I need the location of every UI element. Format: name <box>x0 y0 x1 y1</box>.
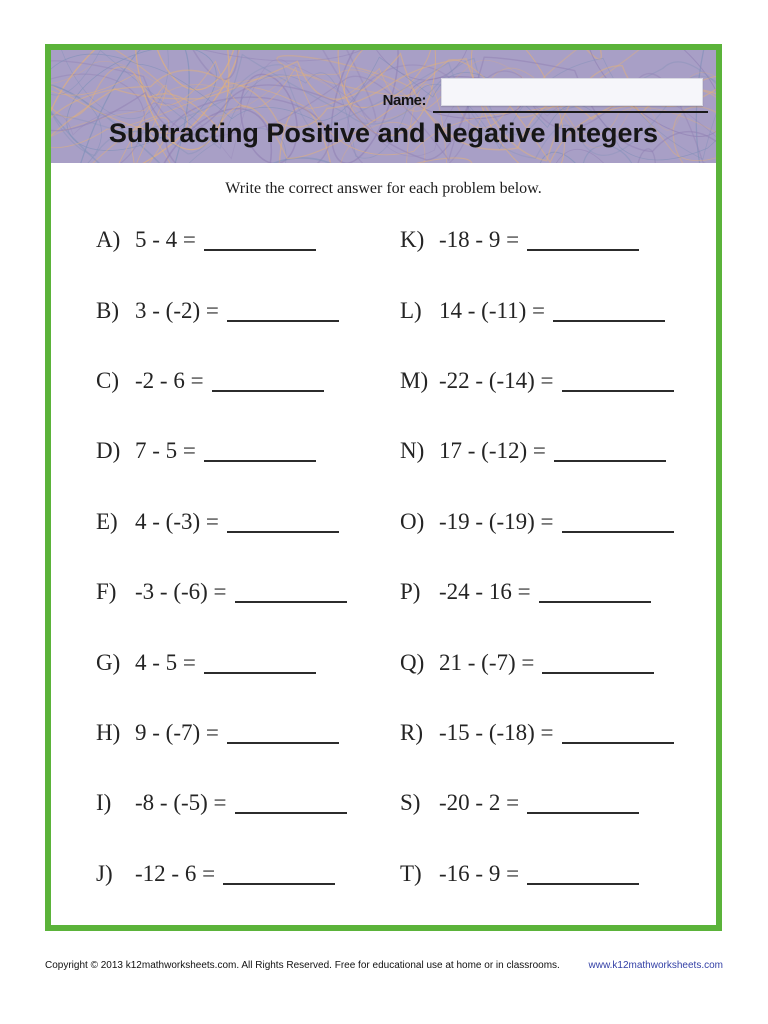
problem-expression: -20 - 2 = <box>439 790 520 816</box>
worksheet-title: Subtracting Positive and Negative Integers <box>108 118 659 148</box>
problem-p <box>400 579 716 605</box>
worksheet-frame <box>45 44 722 931</box>
problem-letter: G) <box>96 649 121 675</box>
problem-i <box>96 790 400 816</box>
answer-blank <box>542 672 654 674</box>
problem-letter: A) <box>96 227 121 253</box>
copyright-text: Copyright © 2013 k12mathworksheets.com. All Rights Reserved. Free for educational use at home or in classrooms. <box>45 960 560 971</box>
problem-letter: E) <box>96 508 118 534</box>
answer-blank <box>227 531 339 533</box>
problem-row <box>96 839 716 909</box>
problem-expression: -19 - (-19) = <box>439 508 554 534</box>
problem-expression: -15 - (-18) = <box>439 719 554 745</box>
answer-blank <box>527 883 639 885</box>
problem-k <box>400 227 716 253</box>
problem-expression: -8 - (-5) = <box>135 790 227 816</box>
problem-letter: J) <box>96 860 113 886</box>
problem-s <box>400 790 716 816</box>
problem-expression: 3 - (-2) = <box>135 297 219 323</box>
problem-h <box>96 720 400 746</box>
answer-blank <box>562 390 674 392</box>
problem-t <box>400 861 716 887</box>
problem-letter: D) <box>96 438 121 464</box>
answer-blank <box>204 460 316 462</box>
problem-c <box>96 368 400 394</box>
answer-blank <box>235 601 347 603</box>
answer-blank <box>562 531 674 533</box>
problem-row <box>96 275 716 345</box>
problem-letter: H) <box>96 719 121 745</box>
problem-letter: S) <box>400 790 421 816</box>
problem-letter: L) <box>400 297 422 323</box>
problem-f <box>96 579 400 605</box>
problem-letter: O) <box>400 508 425 534</box>
answer-blank <box>539 601 651 603</box>
answer-blank <box>223 883 335 885</box>
answer-blank <box>235 812 347 814</box>
name-input[interactable] <box>441 78 703 106</box>
problem-expression: -3 - (-6) = <box>135 579 227 605</box>
problem-b <box>96 298 400 324</box>
problem-letter: F) <box>96 579 117 605</box>
problem-row <box>96 205 716 275</box>
problem-r <box>400 720 716 746</box>
name-row <box>383 78 708 113</box>
header-band <box>51 50 716 163</box>
problem-letter: R) <box>400 719 423 745</box>
answer-blank <box>553 320 665 322</box>
answer-blank <box>227 742 339 744</box>
problem-d <box>96 438 400 464</box>
problem-row <box>96 627 716 697</box>
problem-j <box>96 861 400 887</box>
answer-blank <box>204 249 316 251</box>
answer-blank <box>527 249 639 251</box>
problem-expression: 17 - (-12) = <box>439 438 546 464</box>
answer-blank <box>554 460 666 462</box>
problem-o <box>400 509 716 535</box>
answer-blank <box>212 390 324 392</box>
answer-blank <box>562 742 674 744</box>
problem-row <box>96 698 716 768</box>
problem-expression: -22 - (-14) = <box>439 367 554 393</box>
problem-letter: B) <box>96 297 119 323</box>
problem-letter: Q) <box>400 649 425 675</box>
problem-expression: -18 - 9 = <box>439 227 520 253</box>
problem-expression: 7 - 5 = <box>135 438 196 464</box>
problem-expression: 5 - 4 = <box>135 227 196 253</box>
instruction-text: Write the correct answer for each problem below. <box>225 180 542 197</box>
name-field-underline <box>433 78 708 113</box>
problem-expression: 21 - (-7) = <box>439 649 535 675</box>
problem-row <box>96 557 716 627</box>
problem-m <box>400 368 716 394</box>
answer-blank <box>527 812 639 814</box>
problem-expression: -2 - 6 = <box>135 367 204 393</box>
problem-letter: K) <box>400 227 425 253</box>
problem-expression: 4 - 5 = <box>135 649 196 675</box>
problem-expression: -12 - 6 = <box>135 860 216 886</box>
problem-expression: 14 - (-11) = <box>439 297 546 323</box>
problem-letter: C) <box>96 367 119 393</box>
name-label: Name: <box>382 92 426 109</box>
problem-letter: P) <box>400 579 421 605</box>
website-link[interactable]: www.k12mathworksheets.com <box>588 960 723 971</box>
problem-row <box>96 487 716 557</box>
problem-g <box>96 650 400 676</box>
page-footer <box>45 960 723 971</box>
problem-a <box>96 227 400 253</box>
problem-row <box>96 346 716 416</box>
answer-blank <box>204 672 316 674</box>
problem-e <box>96 509 400 535</box>
problem-q <box>400 650 716 676</box>
problem-row <box>96 416 716 486</box>
problem-letter: I) <box>96 790 112 816</box>
answer-blank <box>227 320 339 322</box>
problem-n <box>400 438 716 464</box>
problem-letter: T) <box>400 860 422 886</box>
problem-expression: 4 - (-3) = <box>135 508 219 534</box>
problem-row <box>96 768 716 838</box>
problem-letter: N) <box>400 438 425 464</box>
problem-l <box>400 298 716 324</box>
problem-expression: -24 - 16 = <box>439 579 531 605</box>
problem-expression: 9 - (-7) = <box>135 719 219 745</box>
problem-letter: M) <box>400 367 429 393</box>
problems-grid <box>51 205 716 909</box>
problem-expression: -16 - 9 = <box>439 860 520 886</box>
